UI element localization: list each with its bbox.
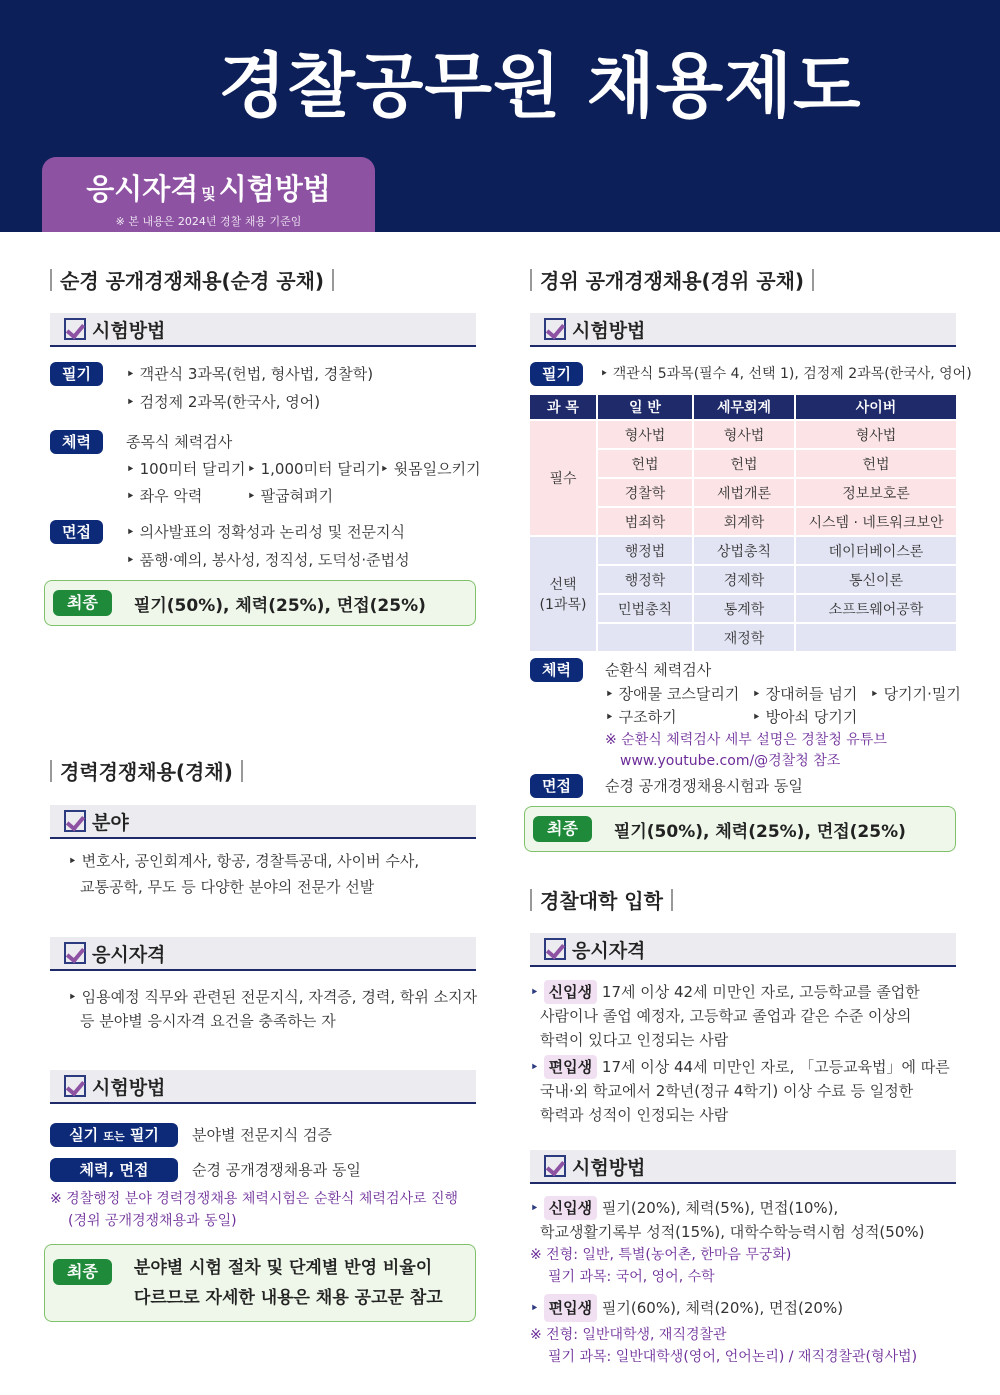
method-note: 필기 과목: 일반대학생(영어, 언어논리) / 재직경찰관(형사법) bbox=[548, 1349, 918, 1365]
final-text: 다르므로 자세한 내용은 채용 공고문 참고 bbox=[133, 1288, 443, 1308]
physical-item: ‣ 1,000미터 달리기 bbox=[247, 455, 381, 483]
table-cell: 통신이론 bbox=[796, 566, 956, 593]
interview-text: 순경 공개경쟁채용시험과 동일 bbox=[605, 777, 803, 795]
physical-interview-text: 순경 공개경쟁채용과 동일 bbox=[192, 1161, 361, 1179]
table-cell: 형사법 bbox=[694, 421, 794, 448]
academy-method-box bbox=[530, 1150, 956, 1184]
checkbox-icon bbox=[544, 938, 566, 960]
field-text: 교통공학, 무도 등 다양한 분야의 전문가 선발 bbox=[80, 878, 375, 896]
written-text: ‣ 객관식 5과목(필수 4, 선택 1), 검정제 2과목(한국사, 영어) bbox=[600, 360, 972, 388]
box-title: 분야 bbox=[92, 811, 129, 834]
academy-qual-box bbox=[530, 933, 956, 967]
table-cell: 형사법 bbox=[796, 421, 956, 448]
section-title: 경위 공개경쟁채용(경위 공채) bbox=[540, 269, 805, 293]
practical-text: 분야별 전문지식 검증 bbox=[192, 1126, 332, 1144]
interview-item: ‣ 의사발표의 정확성과 논리성 및 전문지식 bbox=[126, 518, 405, 546]
section-gyeongwi bbox=[530, 265, 956, 294]
final-box bbox=[524, 806, 956, 852]
gyeongwi-method-box bbox=[530, 313, 956, 347]
box-title: 응시자격 bbox=[572, 939, 646, 962]
final-text: 필기(50%), 체력(25%), 면접(25%) bbox=[613, 821, 906, 842]
qual-text: 17세 이상 42세 미만인 자로, 고등학교를 졸업한 bbox=[601, 983, 920, 1001]
method-text: 필기(60%), 체력(20%), 면접(20%) bbox=[601, 1299, 844, 1317]
subtitle-small: 및 bbox=[201, 185, 216, 203]
subtitle-main2: 시험방법 bbox=[218, 172, 331, 206]
final-box bbox=[44, 1244, 476, 1322]
method-note: 필기 과목: 국어, 영어, 수학 bbox=[548, 1269, 715, 1285]
table-cell: 헌법 bbox=[796, 450, 956, 477]
qual-new: ‣ 신입생 17세 이상 42세 미만인 자로, 고등학교를 졸업한 사람이나 졸업 예정자, 고등학교 졸업과 같은 수준 이상의 학력이 있다고 인정되는 사람 bbox=[530, 980, 956, 1052]
table-header: 과 목 bbox=[530, 395, 596, 419]
written-item: ‣ 검정제 2과목(한국사, 영어) bbox=[126, 388, 320, 416]
interview-item: ‣ 품행·예의, 봉사성, 정직성, 도덕성·준법성 bbox=[126, 546, 410, 574]
group-label-text: (1과목) bbox=[539, 597, 587, 613]
transfer-tag: 편입생 bbox=[544, 1055, 597, 1079]
table-cell: 민법총칙 bbox=[598, 595, 692, 622]
table-cell: 시스템 · 네트워크보안 bbox=[796, 508, 956, 535]
badge-small: 또는 bbox=[103, 1130, 125, 1143]
qual-text: 학력이 있다고 인정되는 사람 bbox=[540, 1031, 729, 1049]
table-cell: 회계학 bbox=[694, 508, 794, 535]
physical-item: ‣ 윗몸일으키기 bbox=[380, 455, 481, 483]
section-academy bbox=[530, 885, 956, 914]
career-method-box bbox=[50, 1070, 476, 1104]
final-text: 분야별 시험 절차 및 단계별 반영 비율이 bbox=[133, 1258, 433, 1278]
section-sunkyung bbox=[50, 265, 476, 294]
table-cell bbox=[598, 624, 692, 651]
practical-written-badge bbox=[50, 1123, 178, 1147]
method-transfer: ‣ 편입생 필기(60%), 체력(20%), 면접(20%) bbox=[530, 1294, 843, 1322]
career-note: (경위 공개경쟁채용과 동일) bbox=[68, 1213, 237, 1229]
new-tag: 신입생 bbox=[544, 1196, 597, 1220]
qual-text: 등 분야별 응시자격 요건을 충족하는 자 bbox=[80, 1012, 336, 1030]
table-cell: 상법총칙 bbox=[694, 537, 794, 564]
qual-text: 학력과 성적이 인정되는 사람 bbox=[540, 1106, 729, 1124]
method-text: 필기(20%), 체력(5%), 면접(10%), bbox=[601, 1199, 839, 1217]
checkbox-icon bbox=[544, 1155, 566, 1177]
badge-text: 실기 bbox=[69, 1126, 99, 1144]
box-title: 시험방법 bbox=[572, 319, 646, 342]
table-header: 사이버 bbox=[796, 395, 956, 419]
box-title: 응시자격 bbox=[92, 943, 166, 966]
qual-text: ‣ 임용예정 직무와 관련된 전문지식, 자격증, 경력, 학위 소지자 bbox=[68, 983, 477, 1011]
table-cell: 경제학 bbox=[694, 566, 794, 593]
qual-transfer: ‣ 편입생 17세 이상 44세 미만인 자로, 「고등교육법」에 따른 국내·외 학교에서 2학년(정규 4학기) 이상 수료 등 일정한 학력과 성적이 인정되는 사람 bbox=[530, 1055, 956, 1127]
table-cell: 헌법 bbox=[694, 450, 794, 477]
physical-intro: 종목식 체력검사 bbox=[126, 433, 233, 451]
table-cell: 행정학 bbox=[598, 566, 692, 593]
checkbox-icon bbox=[64, 942, 86, 964]
checkbox-icon bbox=[64, 318, 86, 340]
table-cell: 소프트웨어공학 bbox=[796, 595, 956, 622]
table-header: 세무회계 bbox=[694, 395, 794, 419]
final-text: 필기(50%), 체력(25%), 면접(25%) bbox=[133, 595, 426, 616]
table-cell: 통계학 bbox=[694, 595, 794, 622]
career-note: ※ 경찰행정 분야 경력경쟁채용 체력시험은 순환식 체력검사로 진행 bbox=[50, 1191, 459, 1207]
checkbox-icon bbox=[544, 318, 566, 340]
subtitle-main1: 응시자격 bbox=[86, 172, 199, 206]
table-cell: 경찰학 bbox=[598, 479, 692, 506]
new-tag: 신입생 bbox=[544, 980, 597, 1004]
table-cell: 범죄학 bbox=[598, 508, 692, 535]
physical-item: ‣ 팔굽혀펴기 bbox=[247, 482, 333, 510]
final-badge: 최종 bbox=[533, 816, 592, 842]
table-cell: 헌법 bbox=[598, 450, 692, 477]
table-cell: 재정학 bbox=[694, 624, 794, 651]
career-qual-box bbox=[50, 937, 476, 971]
physical-item: ‣ 장대허들 넘기 bbox=[752, 680, 857, 708]
subject-table bbox=[528, 393, 958, 653]
box-title: 시험방법 bbox=[572, 1156, 646, 1179]
section-title: 순경 공개경쟁채용(순경 공채) bbox=[60, 269, 325, 293]
table-cell: 행정법 bbox=[598, 537, 692, 564]
table-cell: 세법개론 bbox=[694, 479, 794, 506]
interview-badge: 면접 bbox=[530, 774, 583, 798]
row-group-label: 필수 bbox=[530, 421, 596, 535]
qual-text: 사람이나 졸업 예정자, 고등학교 졸업과 같은 수준 이상의 bbox=[540, 1007, 912, 1025]
physical-badge: 체력 bbox=[530, 658, 583, 682]
table-cell: 정보보호론 bbox=[796, 479, 956, 506]
checkbox-icon bbox=[64, 1075, 86, 1097]
row-group-label bbox=[530, 537, 596, 651]
section-title: 경력경쟁채용(경채) bbox=[60, 760, 233, 784]
physical-interview-badge: 체력, 면접 bbox=[50, 1158, 178, 1182]
table-cell bbox=[796, 624, 956, 651]
physical-item: ‣ 좌우 악력 bbox=[126, 482, 202, 510]
written-item: ‣ 객관식 3과목(헌법, 형사법, 경찰학) bbox=[126, 360, 373, 388]
method-new: ‣ 신입생 필기(20%), 체력(5%), 면접(10%), 학교생활기록부 성적(15%), 대학수학능력시험 성적(50%) bbox=[530, 1196, 956, 1244]
written-badge: 필기 bbox=[50, 362, 103, 386]
physical-intro: 순환식 체력검사 bbox=[605, 661, 712, 679]
table-cell: 형사법 bbox=[598, 421, 692, 448]
table-header: 일 반 bbox=[598, 395, 692, 419]
method-note: ※ 전형: 일반, 특별(농어촌, 한마음 무궁화) bbox=[530, 1247, 792, 1263]
section-title: 경찰대학 입학 bbox=[540, 889, 663, 913]
physical-item: ‣ 구조하기 bbox=[605, 703, 677, 731]
qual-text: 17세 이상 44세 미만인 자로, 「고등교육법」에 따른 bbox=[601, 1058, 950, 1076]
physical-badge: 체력 bbox=[50, 430, 103, 454]
written-badge: 필기 bbox=[530, 362, 583, 386]
field-text: ‣ 변호사, 공인회계사, 항공, 경찰특공대, 사이버 수사, bbox=[68, 847, 419, 875]
youtube-note: ※ 순환식 체력검사 세부 설명은 경찰청 유튜브 bbox=[605, 732, 887, 748]
box-title: 시험방법 bbox=[92, 319, 166, 342]
physical-item: ‣ 당기기·밀기 bbox=[870, 680, 961, 708]
interview-badge: 면접 bbox=[50, 520, 103, 544]
criteria-note: ※ 본 내용은 2024년 경찰 채용 기준임 bbox=[115, 215, 302, 228]
final-badge: 최종 bbox=[53, 590, 112, 616]
subtitle-tab bbox=[42, 157, 375, 232]
checkbox-icon bbox=[64, 810, 86, 832]
career-field-box bbox=[50, 805, 476, 839]
group-label-text: 선택 bbox=[549, 577, 577, 593]
final-badge: 최종 bbox=[53, 1259, 112, 1285]
box-title: 시험방법 bbox=[92, 1076, 166, 1099]
sunkyung-method-box bbox=[50, 313, 476, 347]
youtube-note: www.youtube.com/@경찰청 참조 bbox=[620, 753, 841, 769]
physical-item: ‣ 장애물 코스달리기 bbox=[605, 680, 739, 708]
page-title: 경찰공무원 채용제도 bbox=[218, 45, 862, 127]
final-box bbox=[44, 580, 476, 626]
qual-text: 국내·외 학교에서 2학년(정규 4학기) 이상 수료 등 일정한 bbox=[540, 1082, 914, 1100]
method-text: 학교생활기록부 성적(15%), 대학수학능력시험 성적(50%) bbox=[540, 1223, 925, 1241]
badge-text: 필기 bbox=[129, 1126, 159, 1144]
method-note: ※ 전형: 일반대학생, 재직경찰관 bbox=[530, 1327, 727, 1343]
physical-item: ‣ 방아쇠 당기기 bbox=[752, 703, 857, 731]
section-career bbox=[50, 756, 476, 785]
physical-item: ‣ 100미터 달리기 bbox=[126, 455, 245, 483]
transfer-tag: 편입생 bbox=[544, 1294, 597, 1322]
table-cell: 데이터베이스론 bbox=[796, 537, 956, 564]
